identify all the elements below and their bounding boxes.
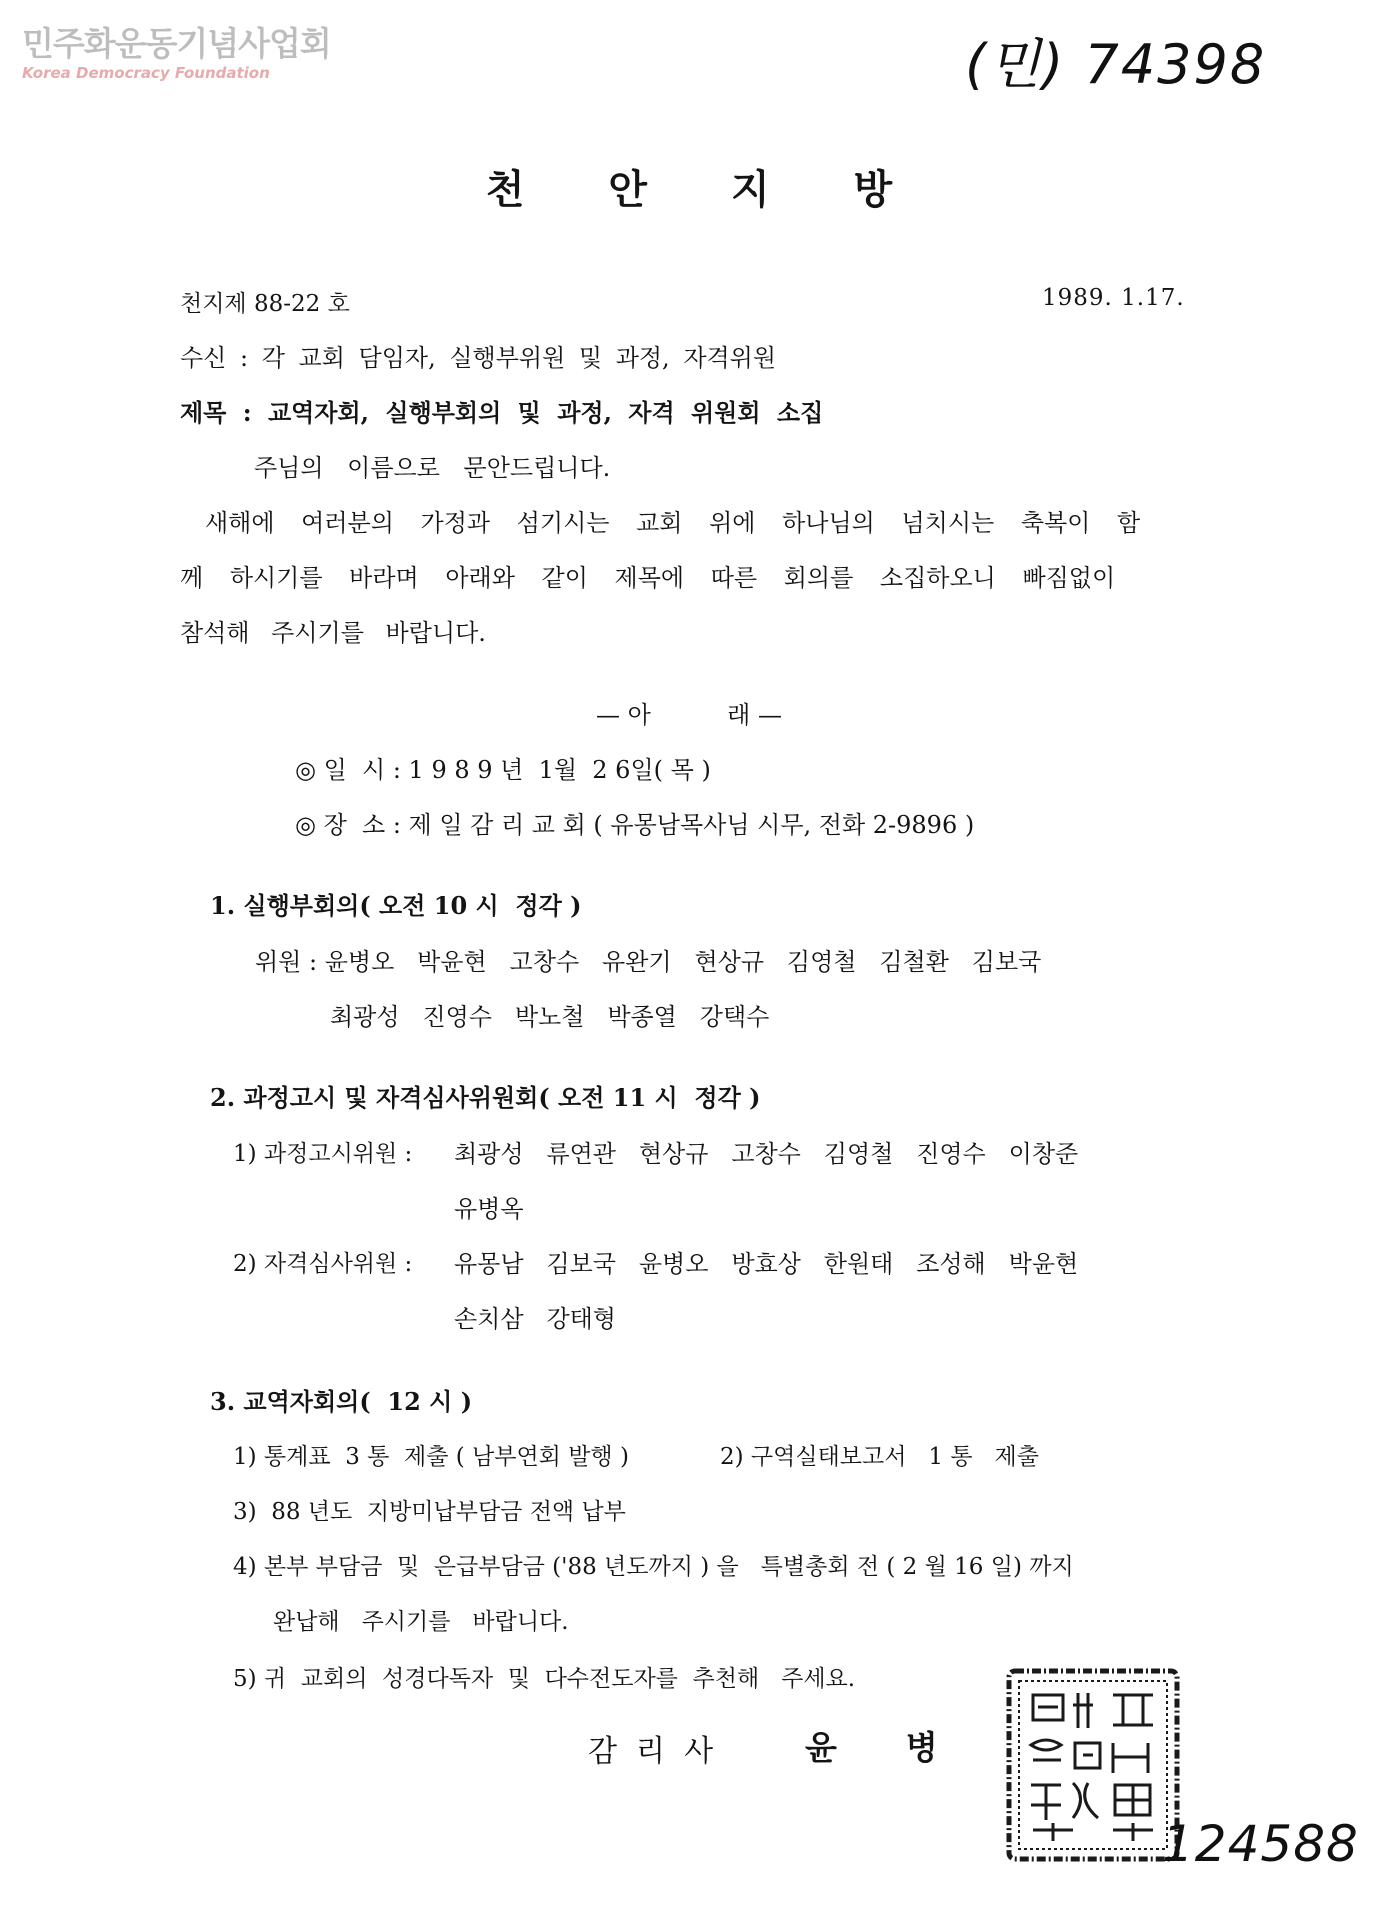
signature-title: 감 리 사 [588,1734,714,1769]
section-3-item-2: 2) 구역실태보고서 1 통 제출 [720,1444,1039,1470]
signature-name: 윤 병 [805,1728,938,1767]
section-2-item-1-label: 1) 과정고시위원 : [233,1141,413,1167]
archive-number-bottom: 124588 [1162,1815,1359,1873]
section-2-item-1-names-cont: 유병옥 [454,1195,524,1223]
section-3-item-4: 4) 본부 부담금 및 은급부담금 ('88 년도까지 ) 을 특별총회 전 ( 2 월 16 일) 까지 [233,1554,1074,1580]
archive-number-top: (민) 74398 [965,33,1267,96]
section-1-members-line-1: 위원 : 윤병오 박윤현 고창수 유완기 현상규 김영철 김철환 김보국 [255,948,1042,976]
recipient-line: 수신 : 각 교회 담임자, 실행부위원 및 과정, 자격위원 [180,344,777,372]
section-2-item-2-names-cont: 손치삼 강태형 [454,1305,616,1333]
body-line-3: 참석해 주시기를 바랍니다. [180,619,486,647]
greeting: 주님의 이름으로 문안드립니다. [254,454,611,482]
section-3-item-5: 5) 귀 교회의 성경다독자 및 다수전도자를 추천해 주세요. [233,1666,856,1692]
watermark-english: Korea Democracy Foundation [22,64,270,82]
watermark-korean: 민주화운동기념사업회 [22,24,331,63]
official-seal-icon [1003,1665,1183,1865]
section-3-item-4-cont: 완납해 주시기를 바랍니다. [273,1609,569,1635]
subject-line: 제목 : 교역자회, 실행부회의 및 과정, 자격 위원회 소집 [180,398,824,427]
meeting-datetime: ◎ 일 시 : 1 9 8 9 년 1월 2 6일( 목 ) [295,756,711,784]
body-line-2: 께 하시기를 바라며 아래와 같이 제목에 따른 회의를 소집하오니 빠짐없이 [180,564,1116,592]
section-2-item-2-label: 2) 자격심사위원 : [233,1251,413,1277]
section-2-item-2-names: 유몽남 김보국 윤병오 방효상 한원태 조성해 박윤현 [454,1250,1079,1278]
doc-date: 1989. 1.17. [1042,285,1185,311]
doc-number: 천지제 88-22 호 [180,291,350,317]
section-1-members-line-2: 최광성 진영수 박노철 박종열 강택수 [330,1003,770,1031]
section-3-heading: 3. 교역자회의( 12 시 ) [210,1387,473,1416]
body-line-1: 새해에 여러분의 가정과 섬기시는 교회 위에 하나님의 넘치시는 축복이 함 [205,509,1141,537]
section-1-heading: 1. 실행부회의( 오전 10 시 정각 ) [210,891,582,920]
document-title: 천 안 지 방 [485,166,893,213]
notice-header: — 아 래 — [596,701,782,729]
section-2-heading: 2. 과정고시 및 자격심사위원회( 오전 11 시 정각 ) [210,1083,761,1112]
meeting-place: ◎ 장 소 : 제 일 감 리 교 회 ( 유몽남목사님 시무, 전화 2-9896 ) [295,811,975,839]
section-3-item-3: 3) 88 년도 지방미납부담금 전액 납부 [233,1499,626,1525]
section-3-item-1: 1) 통계표 3 통 제출 ( 남부연회 발행 ) [233,1444,629,1470]
section-2-item-1-names: 최광성 류연관 현상규 고창수 김영철 진영수 이창준 [454,1140,1079,1168]
